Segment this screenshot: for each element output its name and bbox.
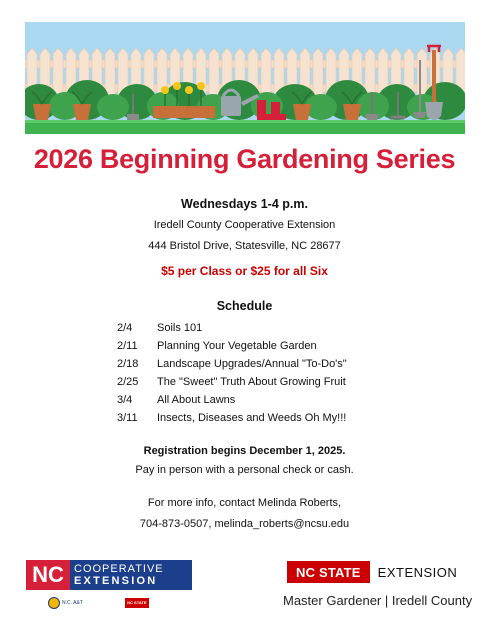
- master-gardener-label: Master Gardener | Iredell County: [283, 593, 473, 608]
- extension-text: EXTENSION: [74, 575, 158, 587]
- schedule-date: 3/4: [117, 394, 133, 406]
- schedule-date: 2/18: [117, 358, 139, 370]
- schedule-list: [117, 319, 397, 427]
- schedule-row: [117, 373, 397, 391]
- coop-ext-wordmark: [70, 560, 192, 590]
- schedule-topic: All About Lawns: [157, 394, 236, 406]
- schedule-topic: The "Sweet" Truth About Growing Fruit: [157, 376, 346, 388]
- schedule-date: 2/25: [117, 376, 139, 388]
- aandt-text: N.C. A&T: [62, 600, 83, 606]
- nc-logo-mark: NC: [26, 560, 70, 590]
- price-info: $5 per Class or $25 for all Six: [161, 264, 328, 278]
- schedule-date: 2/4: [117, 322, 133, 334]
- schedule-date: 2/11: [117, 340, 138, 352]
- schedule-row: [117, 355, 397, 373]
- ncstate-wordmark: NC STATE: [287, 561, 370, 583]
- schedule-heading: Schedule: [216, 299, 273, 313]
- nc-cooperative-extension-logo: [26, 560, 192, 590]
- schedule-topic: Insects, Diseases and Weeds Oh My!!!: [157, 412, 347, 424]
- schedule-topic: Planning Your Vegetable Garden: [157, 340, 317, 352]
- class-time: Wednesdays 1-4 p.m.: [181, 197, 308, 211]
- nc-aandt-logo: [48, 597, 83, 609]
- schedule-row: [117, 337, 397, 355]
- page-title: 2026 Beginning Gardening Series: [33, 144, 456, 174]
- contact-line-2: 704-873-0507, melinda_roberts@ncsu.edu: [139, 518, 350, 530]
- ncsu-mini-logo: NC STATE: [125, 598, 149, 608]
- extension-wordmark: EXTENSION: [377, 564, 458, 580]
- ncstate-extension-logo: [287, 561, 457, 583]
- schedule-date: 3/11: [117, 412, 138, 424]
- registration-date: Registration begins December 1, 2025.: [143, 445, 346, 457]
- coop-text: COOPERATIVE: [74, 563, 164, 575]
- schedule-row: [117, 409, 397, 427]
- venue-name: Iredell County Cooperative Extension: [153, 219, 336, 231]
- partner-logos: [48, 597, 149, 609]
- contact-line-1: For more info, contact Melinda Roberts,: [147, 497, 342, 509]
- schedule-row: [117, 391, 397, 409]
- fence-picket: [209, 48, 219, 102]
- payment-info: Pay in person with a personal check or cash.: [135, 464, 354, 476]
- garden-banner: [25, 22, 465, 134]
- schedule-topic: Soils 101: [157, 322, 203, 334]
- schedule-topic: Landscape Upgrades/Annual "To-Do's": [157, 358, 347, 370]
- schedule-row: [117, 319, 397, 337]
- aandt-seal-icon: [48, 597, 60, 609]
- venue-address: 444 Bristol Drive, Statesville, NC 28677: [148, 240, 341, 252]
